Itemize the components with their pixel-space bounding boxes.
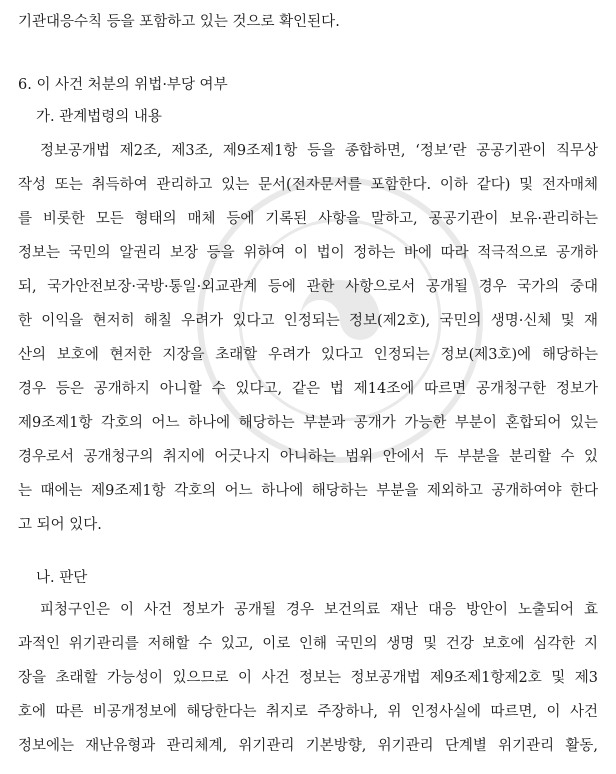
paragraph-line: 경우로서 공개청구의 취지에 어긋나지 아니하는 범위 안에서 두 부분을 분리할 수 있 — [18, 449, 598, 465]
paragraph-line: 정보는 국민의 알권리 보장 등을 위하여 이 법이 정하는 바에 따라 적극적으로 공개하 — [18, 245, 598, 261]
paragraph-line: 정보에는 재난유형과 관리체계, 위기관리 기본방향, 위기관리 단계별 위기관리 활동, — [18, 738, 598, 754]
text-line-continuation: 기관대응수칙 등을 포함하고 있는 것으로 확인된다. — [18, 14, 340, 30]
paragraph-line: 정보공개법 제2조, 제3조, 제9조제1항 등을 종합하면, ‘정보’란 공공기관이 직무상 — [40, 143, 598, 159]
paragraph-line: 호에 따른 비공개정보에 해당한다는 취지로 주장하나, 위 인정사실에 따르면, 이 사건 — [18, 704, 598, 720]
paragraph-line: 경우 등은 공개하지 아니할 수 있다고, 같은 법 제14조에 따르면 공개청구한 정보가 — [18, 381, 598, 397]
paragraph-line: 한 이익을 현저히 해칠 우려가 있다고 인정되는 정보(제2호), 국민의 생명·신체 및 재 — [18, 313, 598, 329]
paragraph-line: 과적인 위기관리를 저해할 수 있고, 이로 인해 국민의 생명 및 건강 보호에 심각한 지 — [18, 636, 598, 652]
paragraph-line: 되, 국가안전보장·국방·통일·외교관계 등에 관한 사항으로서 공개될 경우 국가의 중대 — [18, 279, 598, 295]
subheading-ga: 가. 관계법령의 내용 — [36, 109, 162, 125]
paragraph-line: 피청구인은 이 사건 정보가 공개될 경우 보건의료 재난 대응 방안이 노출되어 효 — [40, 602, 598, 618]
paragraph-line: 산의 보호에 현저한 지장을 초래할 우려가 있다고 인정되는 정보(제3호)에 해당하는 — [18, 347, 598, 363]
section-heading-6: 6. 이 사건 처분의 위법·부당 여부 — [18, 77, 228, 93]
paragraph-line: 작성 또는 취득하여 관리하고 있는 문서(전자문서를 포함한다. 이하 같다) 및 전자매체 — [18, 177, 598, 193]
paragraph-line: 를 비롯한 모든 형태의 매체 등에 기록된 사항을 말하고, 공공기관이 보유·관리하는 — [18, 211, 598, 227]
subheading-na: 나. 판단 — [36, 570, 88, 586]
paragraph-line-last: 고 되어 있다. — [18, 517, 102, 533]
paragraph-line: 장을 초래할 가능성이 있으므로 이 사건 정보는 정보공개법 제9조제1항제2호 및 제3 — [18, 670, 598, 686]
paragraph-line: 제9조제1항 각호의 어느 하나에 해당하는 부분과 공개가 가능한 부분이 혼합되어 있는 — [18, 415, 598, 431]
paragraph-line: 는 때에는 제9조제1항 각호의 어느 하나에 해당하는 부분을 제외하고 공개하여야 한다 — [18, 483, 598, 499]
